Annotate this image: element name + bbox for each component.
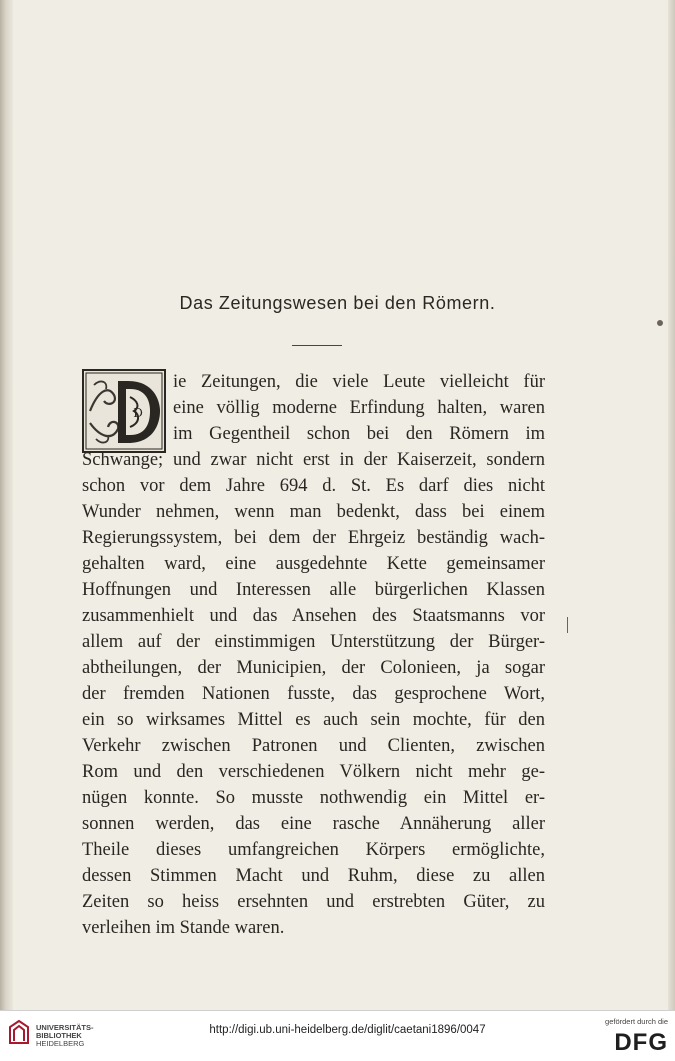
library-name-line: BIBLIOTHEK bbox=[36, 1031, 82, 1040]
text-line: Zeiten so heiss ersehnten und erstrebten Güter, zu bbox=[82, 892, 545, 912]
text-line: Rom und den verschiedenen Völkern nicht mehr ge- bbox=[82, 762, 545, 782]
book-spine-shadow bbox=[0, 0, 13, 1010]
viewer-footer bbox=[0, 1010, 675, 1061]
university-library-logo-icon[interactable] bbox=[8, 1019, 30, 1045]
permalink-url[interactable]: http://digi.ub.uni-heidelberg.de/diglit/caetani1896/0047 bbox=[209, 1024, 486, 1036]
dfg-logo[interactable]: DFG bbox=[614, 1029, 668, 1056]
text-line: abtheilungen, der Municipien, der Colonieen, ja sogar bbox=[82, 658, 545, 678]
text-line: Theile dieses umfangreichen Körpers ermöglichte, bbox=[82, 840, 545, 860]
text-line: im Gegentheil schon bei den Römern im bbox=[173, 424, 545, 444]
text-line: der fremden Nationen fusste, das gesprochene Wort, bbox=[82, 684, 545, 704]
text-line-last: verleihen im Stande waren. bbox=[82, 918, 285, 938]
text-line: Hoffnungen und Interessen alle bürgerlichen Klassen bbox=[82, 580, 545, 600]
text-line: gehalten ward, eine ausgedehnte Kette gemeinsamer bbox=[82, 554, 545, 574]
text-line: nügen konnte. So musste nothwendig ein Mittel er- bbox=[82, 788, 545, 808]
drop-cap-initial bbox=[82, 369, 166, 453]
text-line: ie Zeitungen, die viele Leute vielleicht für bbox=[173, 372, 545, 392]
library-name-line: UNIVERSITÄTS- bbox=[36, 1023, 94, 1032]
text-line: Regierungssystem, bei dem der Ehrgeiz beständig wach- bbox=[82, 528, 545, 548]
library-name[interactable] bbox=[36, 1024, 94, 1048]
text-line: Verkehr zwischen Patronen und Clienten, zwischen bbox=[82, 736, 545, 756]
text-line: ein so wirksames Mittel es auch sein mochte, für den bbox=[82, 710, 545, 730]
page-edge bbox=[668, 0, 675, 1010]
funding-note: gefördert durch die bbox=[605, 1017, 668, 1026]
text-line: Schwange; und zwar nicht erst in der Kaiserzeit, sondern bbox=[82, 450, 545, 470]
text-line: schon vor dem Jahre 694 d. St. Es darf dies nicht bbox=[82, 476, 545, 496]
library-name-line: HEIDELBERG bbox=[36, 1039, 85, 1048]
text-line: Wunder nehmen, wenn man bedenkt, dass bei einem bbox=[82, 502, 545, 522]
text-line: eine völlig moderne Erfindung halten, waren bbox=[173, 398, 545, 418]
text-line: dessen Stimmen Macht und Ruhm, diese zu allen bbox=[82, 866, 545, 886]
margin-dot bbox=[657, 320, 663, 326]
margin-mark bbox=[567, 617, 568, 633]
page-title: Das Zeitungswesen bei den Römern. bbox=[179, 293, 496, 313]
title-divider bbox=[292, 345, 342, 346]
text-line: allem auf der einstimmigen Unterstützung der Bürger- bbox=[82, 632, 545, 652]
text-line: zusammenhielt und das Ansehen des Staatsmanns vor bbox=[82, 606, 545, 626]
text-line: sonnen werden, das eine rasche Annäherung aller bbox=[82, 814, 545, 834]
drop-cap-letter: D bbox=[133, 406, 143, 420]
